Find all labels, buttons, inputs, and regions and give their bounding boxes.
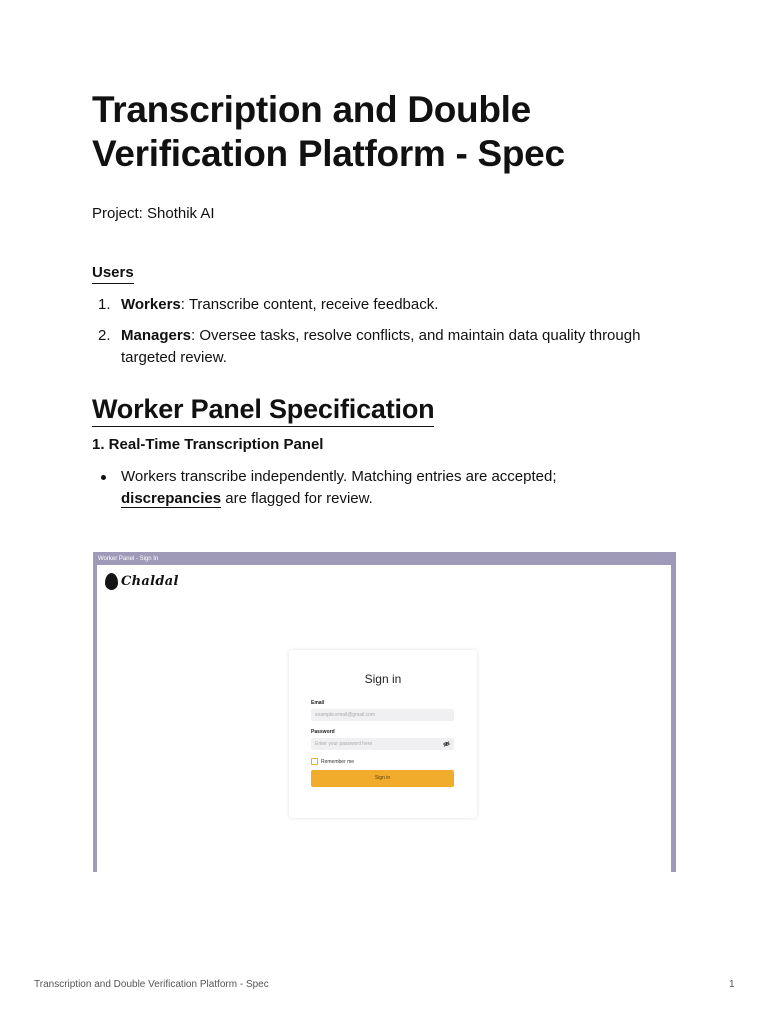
password-placeholder: Enter your password here (315, 741, 373, 747)
password-label: Password (311, 729, 335, 735)
signin-button[interactable]: Sign in (311, 770, 454, 787)
users-list (92, 294, 662, 378)
document-title: Transcription and Double Verification Platform - Spec (92, 89, 565, 174)
email-field[interactable]: example.email@gmail.com (311, 709, 454, 721)
logo-text: Chaldal (121, 574, 179, 589)
section-heading: Worker Panel Specification (92, 393, 434, 427)
list-number: 2. (98, 327, 111, 344)
list-item (92, 325, 662, 369)
signin-title: Sign in (364, 672, 402, 686)
list-item (92, 294, 662, 316)
embedded-screenshot (93, 552, 676, 872)
eye-slash-icon[interactable] (443, 741, 450, 747)
users-heading: Users (92, 264, 134, 284)
password-field[interactable] (311, 738, 454, 750)
remember-label: Remember me (321, 758, 355, 765)
user-role: Managers (121, 327, 192, 344)
remember-checkbox[interactable] (311, 758, 318, 765)
page-number: 1 (729, 979, 735, 990)
bullet-list (92, 466, 652, 510)
user-description: : Oversee tasks, resolve conflicts, and maintain data quality through targeted review. (121, 327, 641, 366)
screenshot-content (97, 565, 671, 872)
list-number: 1. (98, 296, 111, 313)
egg-logo-icon (105, 573, 118, 590)
user-description: : Transcribe content, receive feedback. (180, 296, 439, 313)
user-role: Workers (121, 296, 181, 313)
screenshot-window-title: Worker Panel - Sign In (98, 556, 159, 562)
subsection-heading: 1. Real-Time Transcription Panel (92, 436, 324, 453)
bullet-text: Workers transcribe independently. Matching entries are accepted; (121, 468, 557, 485)
remember-row[interactable] (311, 758, 354, 765)
footer-title: Transcription and Double Verification Platform - Spec (34, 979, 269, 990)
bullet-text-end: are flagged for review. (221, 490, 373, 507)
discrepancies-link[interactable]: discrepancies (121, 490, 222, 507)
chaldal-logo (105, 573, 179, 590)
bullet-icon (101, 475, 106, 480)
signin-card (289, 650, 477, 818)
email-label: Email (311, 700, 325, 706)
project-line: Project: Shothik AI (92, 205, 215, 222)
list-item (92, 466, 652, 510)
